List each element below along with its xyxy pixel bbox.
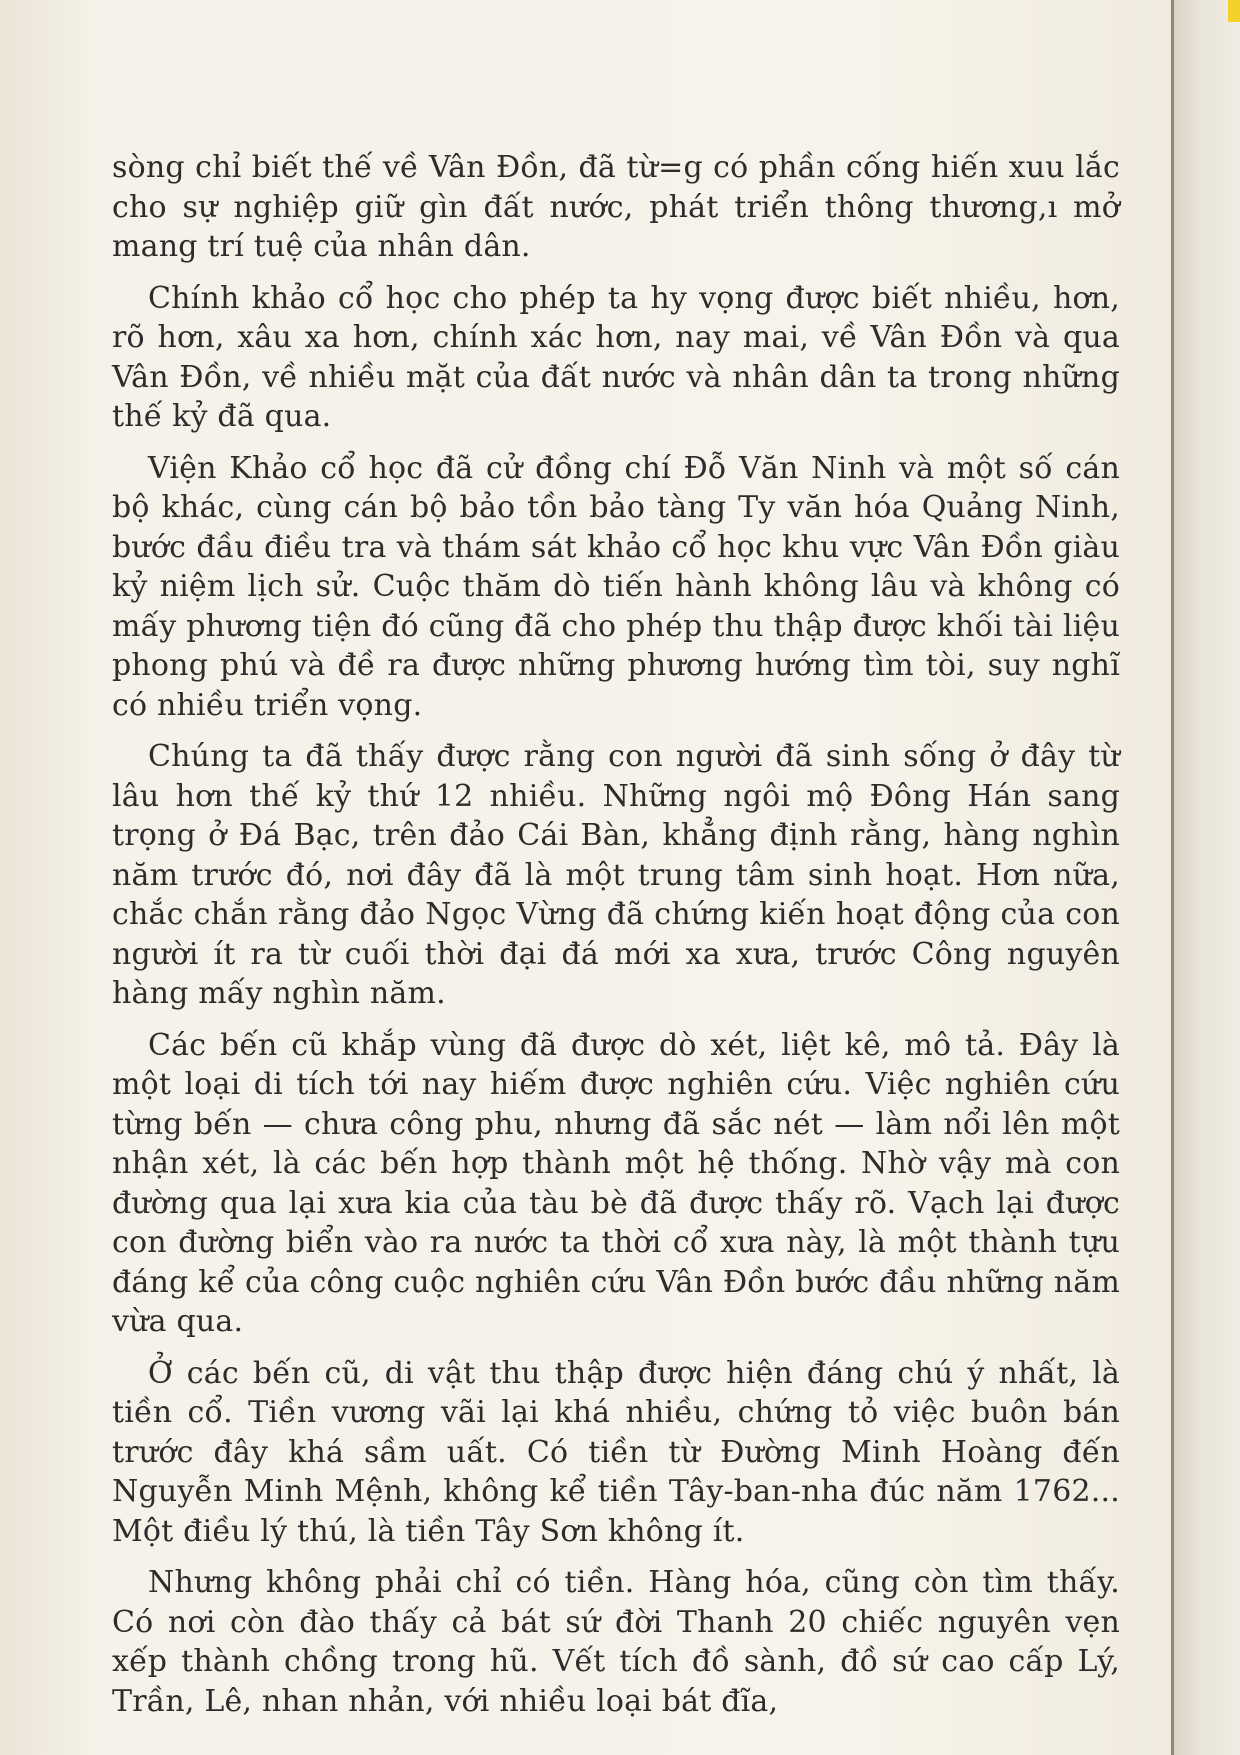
corner-tab-mark xyxy=(1228,0,1240,22)
paragraph-1: sòng chỉ biết thế về Vân Đồn, đã từ=g có phần cống hiến xuu lắc cho sự nghiệp giữ gìn đất nước, phát triển thông thương,ı mở mang trí tuệ của nhân dân. xyxy=(112,150,1120,264)
paragraph-7: Nhưng không phải chỉ có tiền. Hàng hóa, cũng còn tìm thấy. Có nơi còn đào thấy cả bát sứ đời Thanh 20 chiếc nguyên vẹn xếp thành chồng trong hũ. Vết tích đồ sành, đồ sứ cao cấp Lý, Trần, Lê, nhan nhản, với nhiều loại bát đĩa, xyxy=(112,1565,1120,1719)
paragraph-3: Viện Khảo cổ học đã cử đồng chí Đỗ Văn Ninh và một số cán bộ khác, cùng cán bộ bảo tồn bảo tàng Ty văn hóa Quảng Ninh, bước đầu điều tra và thám sát khảo cổ học khu vực Vân Đồn giàu kỷ niệm lịch sử. Cuộc thăm dò tiến hành không lâu và không có mấy phương tiện đó cũng đã cho phép thu thập được khối tài liệu phong phú và đề ra được những phương hướng tìm tòi, suy nghĩ có nhiều triển vọng. xyxy=(112,450,1120,723)
body-text xyxy=(112,148,1120,1733)
page-edge-shadow xyxy=(1172,0,1240,1755)
paragraph-5: Các bến cũ khắp vùng đã được dò xét, liệt kê, mô tả. Đây là một loại di tích tới nay hiếm được nghiên cứu. Việc nghiên cứu từng bến — chưa công phu, nhưng đã sắc nét — làm nổi lên một nhận xét, là các bến hợp thành một hệ thống. Nhờ vậy mà con đường qua lại xưa kia của tàu bè đã được thấy rõ. Vạch lại được con đường biển vào ra nước ta thời cổ xưa này, là một thành tựu đáng kể của công cuộc nghiên cứu Vân Đồn bước đầu những năm vừa qua. xyxy=(112,1027,1120,1339)
paragraph-6: Ở các bến cũ, di vật thu thập được hiện đáng chú ý nhất, là tiền cổ. Tiền vương vãi lại khá nhiều, chứng tỏ việc buôn bán trước đây khá sầm uất. Có tiền từ Đường Minh Hoàng đến Nguyễn Minh Mệnh, không kể tiền Tây-ban-nha đúc năm 1762... Một điều lý thú, là tiền Tây Sơn không ít. xyxy=(112,1355,1120,1549)
page-edge-line xyxy=(1171,0,1174,1755)
paragraph-2: Chính khảo cổ học cho phép ta hy vọng được biết nhiều, hơn, rõ hơn, xâu xa hơn, chính xác hơn, nay mai, về Vân Đồn và qua Vân Đồn, về nhiều mặt của đất nước và nhân dân ta trong những thế kỷ đã qua. xyxy=(112,280,1120,434)
paragraph-4: Chúng ta đã thấy được rằng con người đã sinh sống ở đây từ lâu hơn thế kỷ thứ 12 nhiều. Những ngôi mộ Đông Hán sang trọng ở Đá Bạc, trên đảo Cái Bàn, khẳng định rằng, hàng nghìn năm trước đó, nơi đây đã là một trung tâm sinh hoạt. Hơn nữa, chắc chắn rằng đảo Ngọc Vừng đã chứng kiến hoạt động của con người ít ra từ cuối thời đại đá mới xa xưa, trước Công nguyên hàng mấy nghìn năm. xyxy=(112,739,1120,1011)
